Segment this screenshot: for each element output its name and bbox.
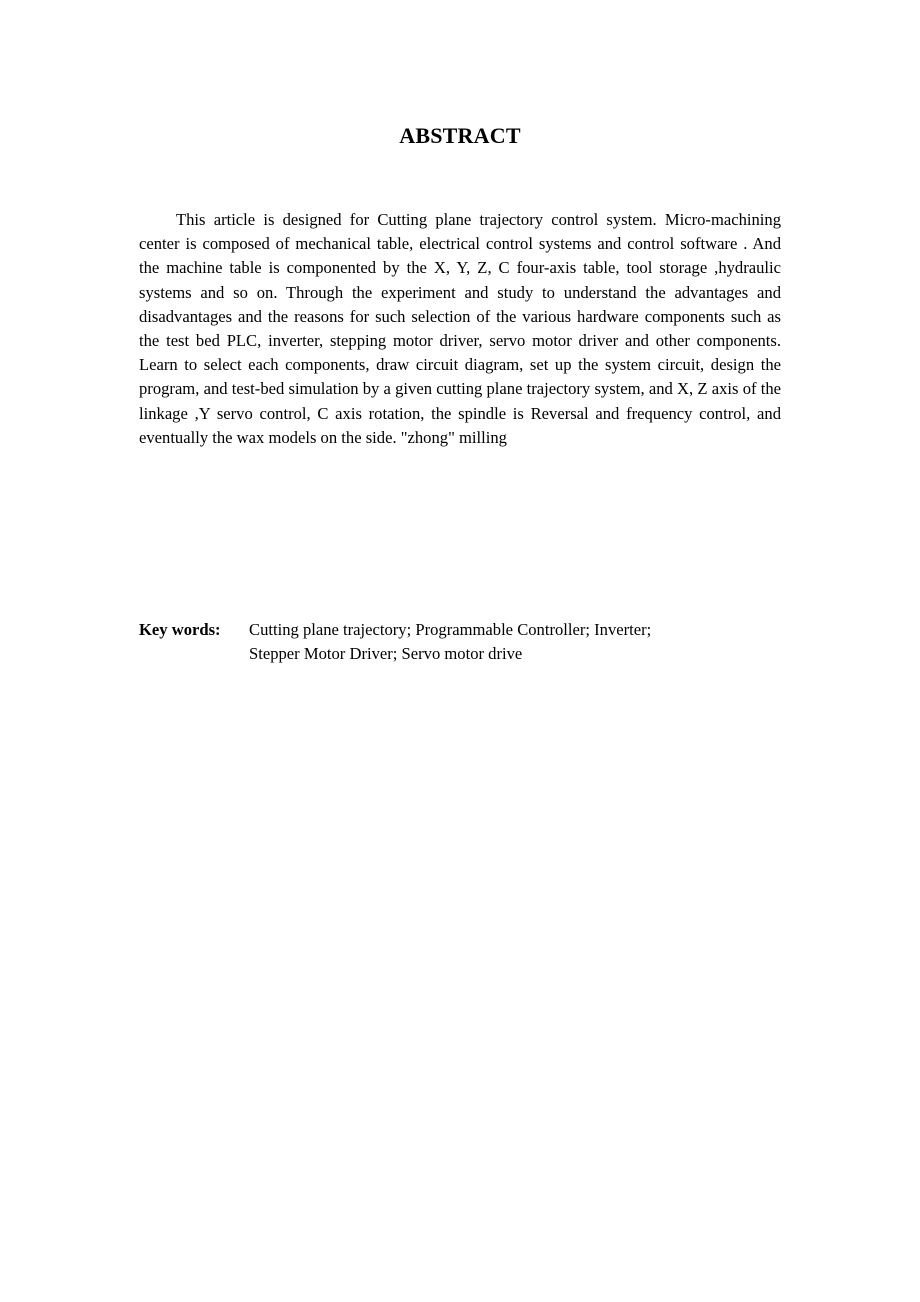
abstract-paragraph: This article is designed for Cutting plane trajectory control system. Micro-machining center is composed of mechanical table, electrical control systems and control software . And the machine table is componented by the X, Y, Z, C four-axis table, tool storage ,hydraulic systems and so on. Through the experiment and study to understand the advantages and disadvantages and the reasons for such selection of the various hardware components such as the test bed PLC, inverter, stepping motor driver, servo motor driver and other components. Learn to select each components, draw circuit diagram, set up the system circuit, design the program, and test-bed simulation by a given cutting plane trajectory system, and X, Z axis of the linkage ,Y servo control, C axis rotation, the spindle is Reversal and frequency control, and eventually the wax models on the side. "zhong" milling xyxy=(139,210,781,447)
keywords-line: Stepper Motor Driver; Servo motor drive xyxy=(249,644,523,664)
keywords-line: Cutting plane trajectory; Programmable Controller; Inverter; xyxy=(249,620,652,639)
keywords-label: Key words: xyxy=(139,620,221,639)
keywords-list xyxy=(249,618,729,666)
abstract-title: ABSTRACT xyxy=(399,123,521,148)
